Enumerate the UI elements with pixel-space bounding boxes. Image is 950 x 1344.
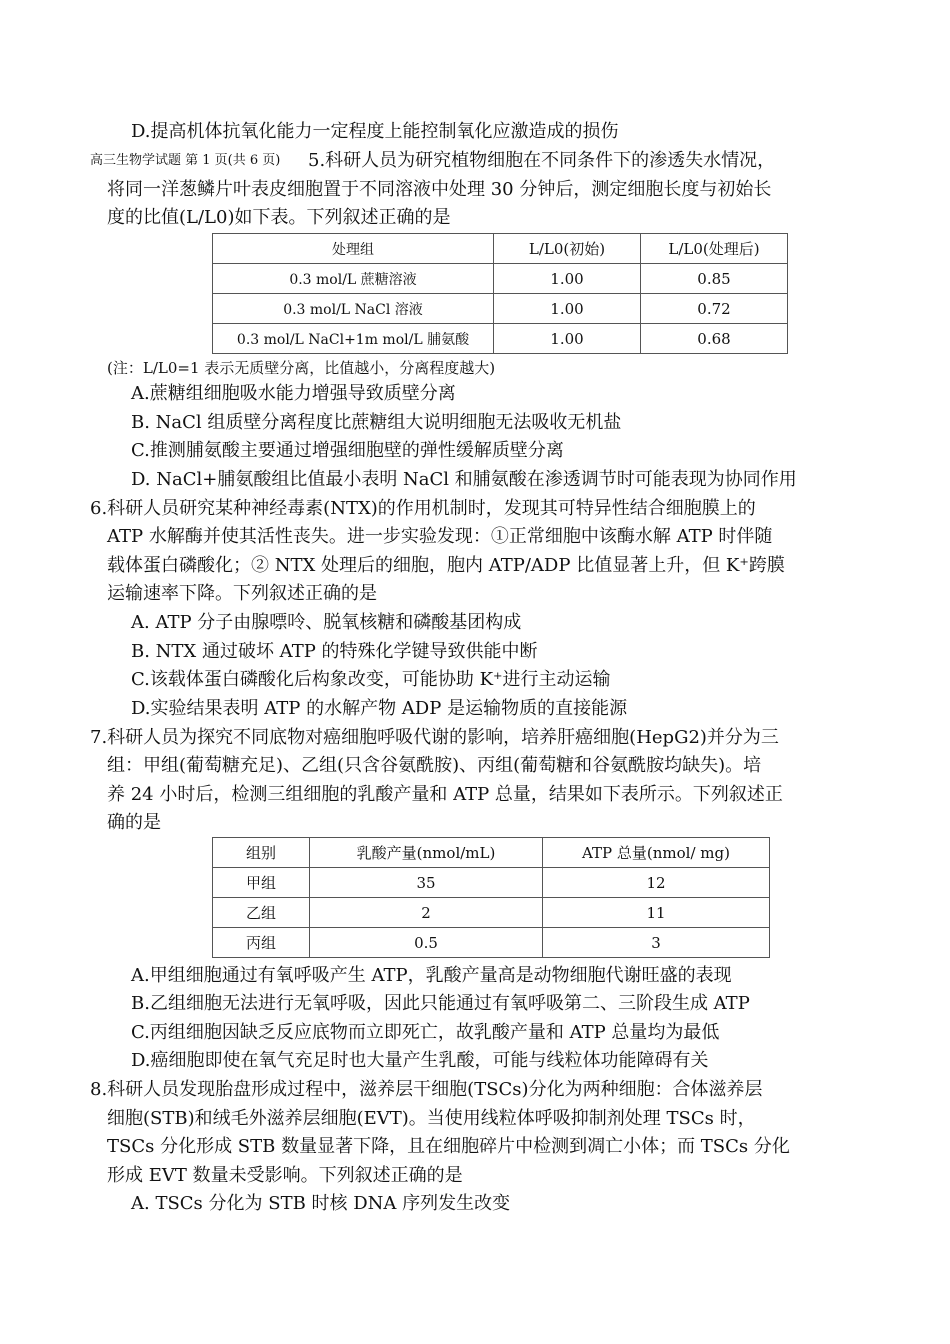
q7-option-b: B.乙组细胞无法进行无氧呼吸，因此只能通过有氧呼吸第二、三阶段生成 ATP xyxy=(131,993,750,1014)
table-row xyxy=(213,868,770,898)
q5-stem-line2: 将同一洋葱鳞片叶表皮细胞置于不同溶液中处理 30 分钟后，测定细胞长度与初始长 xyxy=(107,179,772,200)
table-cell: 0.3 mol/L NaCl 溶液 xyxy=(213,294,494,324)
table-row xyxy=(213,324,788,354)
table-header-cell: L/L0(处理后) xyxy=(641,234,788,264)
table-row xyxy=(213,294,788,324)
table-cell: 0.72 xyxy=(641,294,788,324)
table-row xyxy=(213,928,770,958)
table-cell: 1.00 xyxy=(494,324,641,354)
q6-option-d: D.实验结果表明 ATP 的水解产物 ADP 是运输物质的直接能源 xyxy=(131,698,628,719)
q5-stem-line1: 5.科研人员为研究植物细胞在不同条件下的渗透失水情况， xyxy=(308,150,776,171)
q5-option-b: B. NaCl 组质壁分离程度比蔗糖组大说明细胞无法吸收无机盐 xyxy=(131,412,622,433)
q6-stem-line2: ATP 水解酶并使其活性丧失。进一步实验发现：①正常细胞中该酶水解 ATP 时伴随 xyxy=(107,526,773,547)
q7-option-a: A.甲组细胞通过有氧呼吸产生 ATP，乳酸产量高是动物细胞代谢旺盛的表现 xyxy=(131,965,732,986)
q8-option-a: A. TSCs 分化为 STB 时核 DNA 序列发生改变 xyxy=(131,1193,511,1214)
table-header-cell: 组别 xyxy=(213,838,310,868)
q7-stem-line4: 确的是 xyxy=(107,812,161,833)
q6-stem-line1: 6.科研人员研究某种神经毒素(NTX)的作用机制时，发现其可特异性结合细胞膜上的 xyxy=(90,498,756,519)
q6-stem-line4: 运输速率下降。下列叙述正确的是 xyxy=(107,583,377,604)
table-cell: 乙组 xyxy=(213,898,310,928)
q7-stem-line2: 组：甲组(葡萄糖充足)、乙组(只含谷氨酰胺)、丙组(葡萄糖和谷氨酰胺均缺失)。培 xyxy=(107,755,762,776)
table-cell: 12 xyxy=(543,868,770,898)
q5-option-d: D. NaCl+脯氨酸组比值最小表明 NaCl 和脯氨酸在渗透调节时可能表现为协同作用 xyxy=(131,469,797,490)
table-cell: 3 xyxy=(543,928,770,958)
q7-option-d: D.癌细胞即使在氧气充足时也大量产生乳酸，可能与线粒体功能障碍有关 xyxy=(131,1050,709,1071)
q5-table-note: (注：L/L0=1 表示无质壁分离，比值越小，分离程度越大) xyxy=(107,359,496,377)
table-header-cell: 乳酸产量(nmol/mL) xyxy=(310,838,543,868)
q8-stem-line1: 8.科研人员发现胎盘形成过程中，滋养层干细胞(TSCs)分化为两种细胞：合体滋养层 xyxy=(90,1079,763,1100)
table-header-row xyxy=(213,234,788,264)
q7-stem-line1: 7.科研人员为探究不同底物对癌细胞呼吸代谢的影响，培养肝癌细胞(HepG2)并分为三 xyxy=(90,727,779,748)
q7-option-c: C.丙组细胞因缺乏反应底物而立即死亡，故乳酸产量和 ATP 总量均为最低 xyxy=(131,1022,720,1043)
q8-stem-line2: 细胞(STB)和绒毛外滋养层细胞(EVT)。当使用线粒体呼吸抑制剂处理 TSCs 时， xyxy=(107,1108,756,1129)
q8-stem-line3: TSCs 分化形成 STB 数量显著下降，且在细胞碎片中检测到凋亡小体；而 TSCs 分化 xyxy=(107,1136,790,1157)
prev-option-d: D.提高机体抗氧化能力一定程度上能控制氧化应激造成的损伤 xyxy=(131,121,619,142)
q5-table xyxy=(212,233,788,354)
table-header-row xyxy=(213,838,770,868)
q5-option-a: A.蔗糖组细胞吸水能力增强导致质壁分离 xyxy=(131,383,456,404)
table-header-cell: ATP 总量(nmol/ mg) xyxy=(543,838,770,868)
q8-stem-line4: 形成 EVT 数量未受影响。下列叙述正确的是 xyxy=(107,1165,463,1186)
q6-stem-line3: 载体蛋白磷酸化；② NTX 处理后的细胞，胞内 ATP/ADP 比值显著上升，但 K⁺跨膜 xyxy=(107,555,785,576)
q6-option-a: A. ATP 分子由腺嘌呤、脱氧核糖和磷酸基团构成 xyxy=(131,612,522,633)
table-cell: 0.85 xyxy=(641,264,788,294)
table-row xyxy=(213,898,770,928)
table-cell: 0.3 mol/L NaCl+1m mol/L 脯氨酸 xyxy=(213,324,494,354)
table-cell: 35 xyxy=(310,868,543,898)
table-cell: 丙组 xyxy=(213,928,310,958)
q5-option-c: C.推测脯氨酸主要通过增强细胞壁的弹性缓解质壁分离 xyxy=(131,440,564,461)
table-cell: 0.68 xyxy=(641,324,788,354)
table-row xyxy=(213,264,788,294)
table-cell: 2 xyxy=(310,898,543,928)
q7-stem-line3: 养 24 小时后，检测三组细胞的乳酸产量和 ATP 总量，结果如下表所示。下列叙述正 xyxy=(107,784,783,805)
table-cell: 11 xyxy=(543,898,770,928)
page-footer: 高三生物学试题 第 1 页(共 6 页) xyxy=(90,153,281,168)
table-header-cell: L/L0(初始) xyxy=(494,234,641,264)
table-cell: 1.00 xyxy=(494,264,641,294)
q6-option-c: C.该载体蛋白磷酸化后构象改变，可能协助 K⁺进行主动运输 xyxy=(131,669,611,690)
table-cell: 甲组 xyxy=(213,868,310,898)
table-header-cell: 处理组 xyxy=(213,234,494,264)
table-cell: 0.5 xyxy=(310,928,543,958)
q7-table xyxy=(212,837,770,958)
table-cell: 0.3 mol/L 蔗糖溶液 xyxy=(213,264,494,294)
table-cell: 1.00 xyxy=(494,294,641,324)
q6-option-b: B. NTX 通过破坏 ATP 的特殊化学键导致供能中断 xyxy=(131,641,538,662)
q5-stem-line3: 度的比值(L/L0)如下表。下列叙述正确的是 xyxy=(107,207,451,228)
